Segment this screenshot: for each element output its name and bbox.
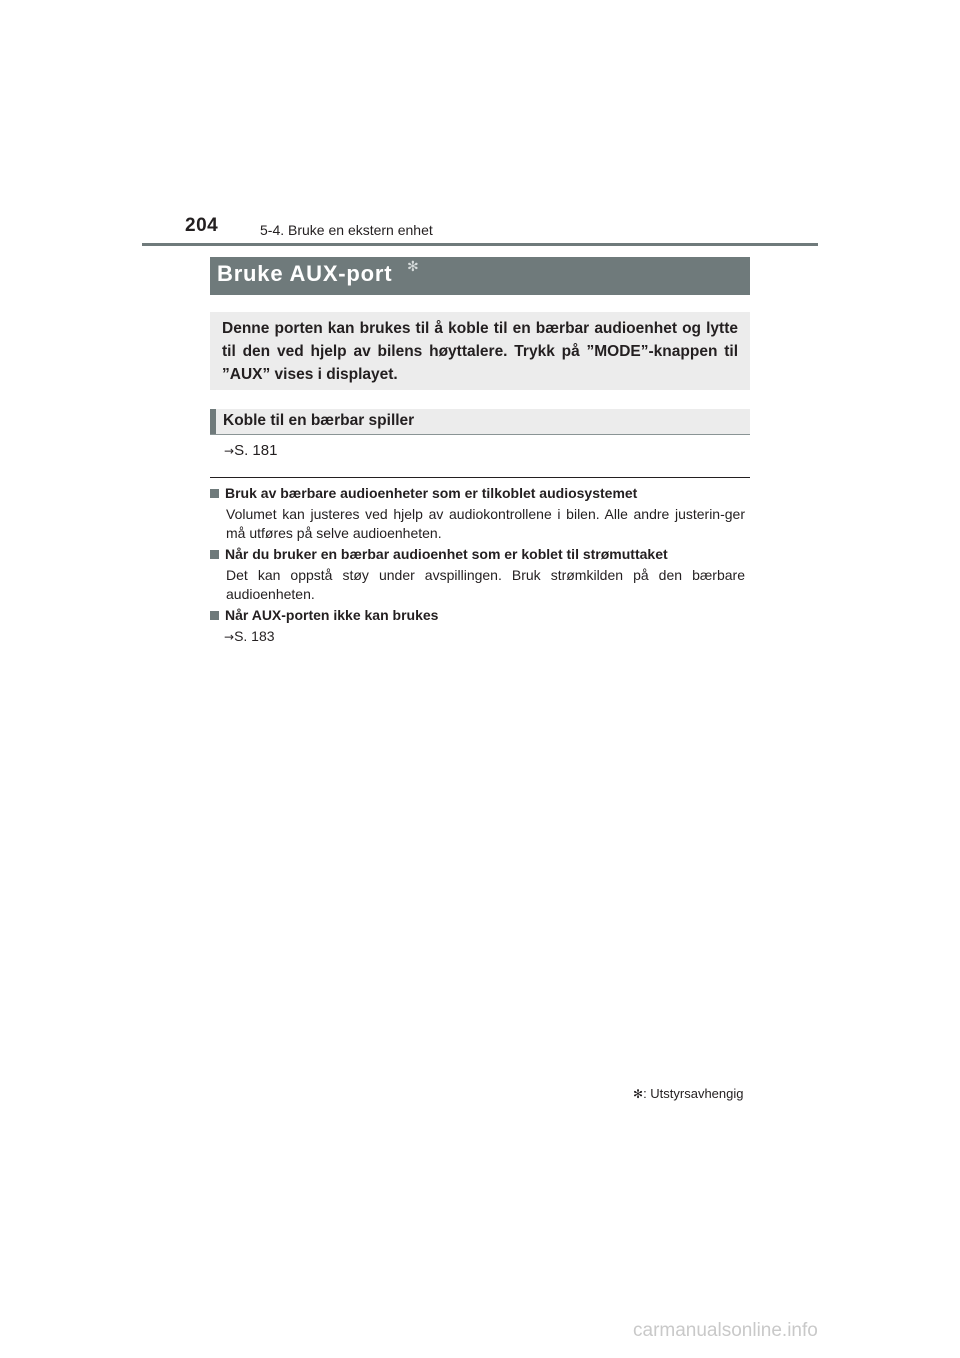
subsection-accent bbox=[210, 409, 216, 434]
section-path: 5-4. Bruke en ekstern enhet bbox=[260, 222, 433, 238]
intro-text: Denne porten kan brukes til å koble til en bærbar audioenhet og lytte til den ved hjelp av bilens høyttalere. Trykk på ”MODE”-knappen til ”AUX” vises i displayet. bbox=[222, 320, 738, 383]
header-rule bbox=[142, 243, 818, 246]
equipment-marker-icon: ✻ bbox=[407, 258, 419, 274]
footnote-text: : Utstyrsavhengig bbox=[643, 1086, 744, 1101]
square-bullet-icon bbox=[210, 550, 219, 559]
square-bullet-icon bbox=[210, 611, 219, 620]
note-body: Det kan oppstå støy under avspillingen. Bruk strømkilden på den bærbare audioenheten. bbox=[226, 567, 745, 602]
note-heading-text: Når du bruker en bærbar audioenhet som er koblet til strømuttaket bbox=[225, 546, 668, 562]
page-reference-label: S. 183 bbox=[234, 628, 275, 644]
note-heading-text: Når AUX-porten ikke kan brukes bbox=[225, 607, 439, 623]
page-number: 204 bbox=[185, 215, 219, 236]
note-heading bbox=[210, 485, 637, 501]
watermark: carmanualsonline.info bbox=[633, 1320, 818, 1341]
subsection-title: Koble til en bærbar spiller bbox=[223, 412, 415, 429]
arrow-icon: → bbox=[224, 444, 235, 458]
intro-box bbox=[210, 312, 750, 390]
square-bullet-icon bbox=[210, 489, 219, 498]
page-reference-label: S. 181 bbox=[234, 442, 278, 459]
title-bar bbox=[210, 257, 750, 295]
footnote bbox=[633, 1086, 744, 1101]
subsection-header bbox=[210, 409, 750, 435]
section-rule bbox=[210, 477, 750, 478]
page-reference-181[interactable] bbox=[224, 442, 277, 459]
arrow-icon: → bbox=[224, 630, 235, 644]
equipment-marker-icon: ✻ bbox=[633, 1087, 644, 1101]
note-heading bbox=[210, 546, 668, 562]
note-body: Volumet kan justeres ved hjelp av audiokontrollene i bilen. Alle andre justerin-ger må utføres på selve audioenheten. bbox=[226, 506, 745, 541]
page-reference-183[interactable] bbox=[224, 628, 275, 644]
page-title: Bruke AUX-port bbox=[217, 261, 393, 286]
note-heading-text: Bruk av bærbare audioenheter som er tilkoblet audiosystemet bbox=[225, 485, 638, 501]
note-heading bbox=[210, 607, 438, 623]
